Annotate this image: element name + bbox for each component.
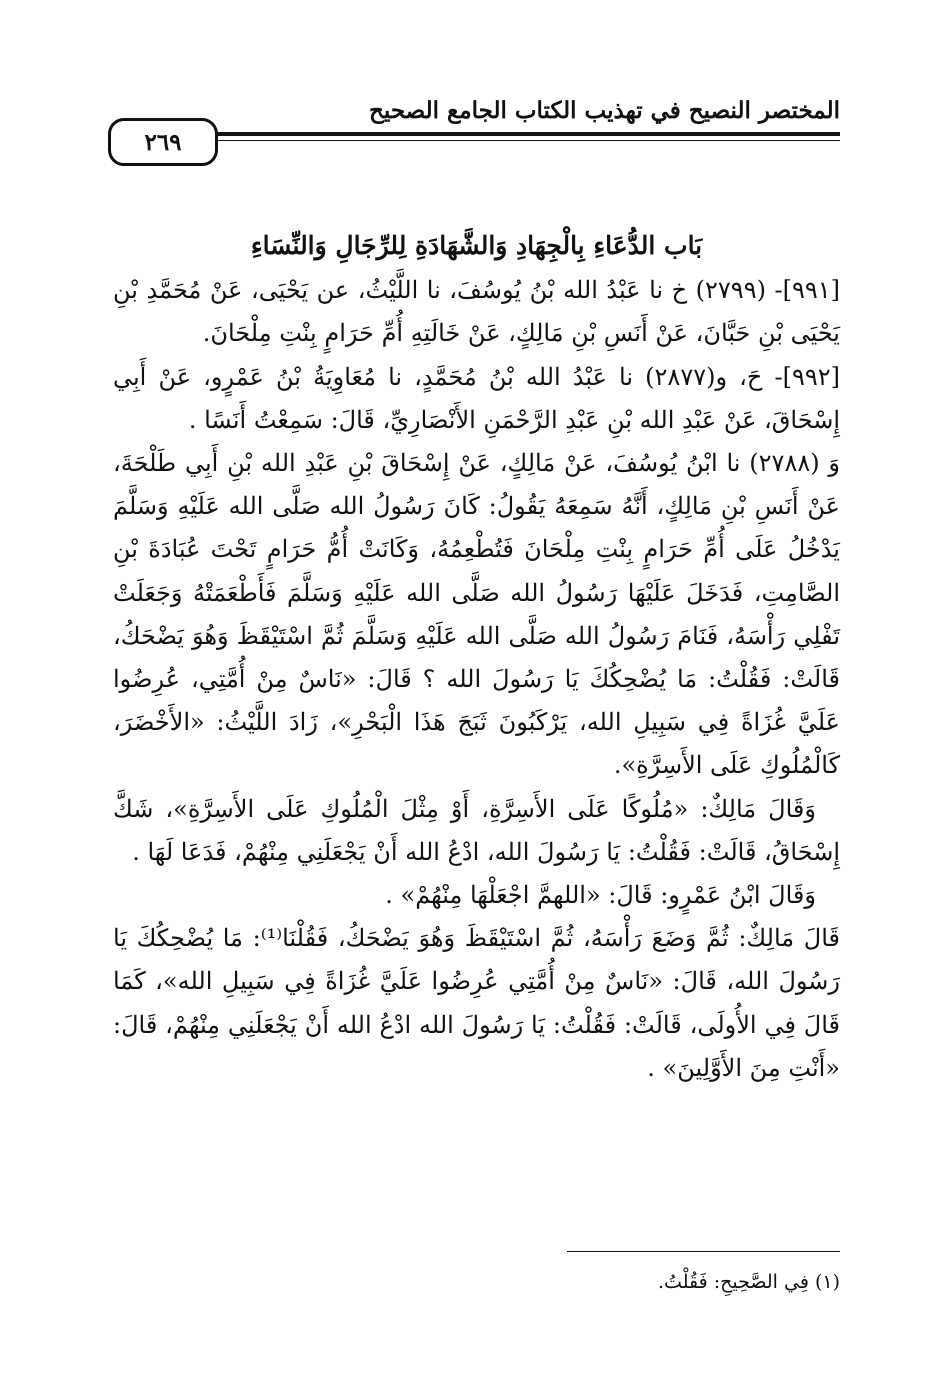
page-number-label: ٢٦٩ xyxy=(144,128,182,156)
header-rule xyxy=(204,132,840,136)
chapter-title: بَاب الدُّعَاءِ بِالْجِهَادِ وَالشَّهَادَةِ لِلرِّجَالِ وَالنِّسَاءِ xyxy=(250,231,703,260)
hadith-paragraph: وَقَالَ ابْنُ عَمْرٍو: قَالَ: «اللهمَّ اجْعَلْهَا مِنْهُمْ» . xyxy=(385,881,816,910)
hadith-paragraph: وَ (٢٧٨٨) نا ابْنُ يُوسُفَ، عَنْ مَالِكٍ، عَنْ إِسْحَاقَ بْنِ عَبْدِ الله بْنِ أَبِي طَلْحَةَ، عَنْ أَنَسِ بْنِ مَالِكٍ، أَنَّهُ سَمِعَهُ يَقُولُ: كَانَ رَسُولُ الله صَلَّى الله عَلَيْهِ وَسَلَّمَ يَدْخُلُ عَلَى أُمِّ حَرَامٍ بِنْتِ مِلْحَانَ فَتُطْعِمُهُ، وَكَانَتْ أُمُّ حَرَامٍ تَحْتَ عُبَادَةَ بْنِ الصَّامِتِ، فَدَخَلَ عَلَيْهَا رَسُولُ الله صَلَّى الله عَلَيْهِ وَسَلَّمَ فَأَطْعَمَتْهُ وَجَعَلَتْ تَفْلِي رَأْسَهُ، فَنَامَ رَسُولُ الله صَلَّى الله عَلَيْهِ وَسَلَّمَ ثُمَّ اسْتَيْقَظَ وَهُوَ يَضْحَكُ، قَالَتْ: فَقُلْتُ: مَا يُضْحِكُكَ يَا رَسُولَ الله ؟ قَالَ: «نَاسٌ مِنْ أُمَّتِي، عُرِضُوا عَلَيَّ غُزَاةً فِي سَبِيلِ الله، يَرْكَبُونَ ثَبَجَ هَذَا الْبَحْرِ»، زَادَ اللَّيْثُ: «الأَخْضَرَ، كَالْمُلُوكِ عَلَى الأَسِرَّةِ». xyxy=(113,449,840,780)
running-header-title: المختصر النصيح في تهذيب الكتاب الجامع الصحيح xyxy=(369,97,840,124)
hadith-paragraph: [٩٩٢]- حَ، و(٢٨٧٧) نا عَبْدُ الله بْنُ مُحَمَّدٍ، نا مُعَاوِيَةُ بْنُ عَمْرٍو، عَنْ أَبِي إِسْحَاقَ، عَنْ عَبْدِ الله بْنِ عَبْدِ الرَّحْمَنِ الأَنْصَارِيِّ، قَالَ: سَمِعْتُ أَنَسًا . xyxy=(113,362,841,434)
hadith-paragraph: قَالَ مَالِكٌ: ثُمَّ وَضَعَ رَأْسَهُ، ثُمَّ اسْتَيْقَظَ وَهُوَ يَضْحَكُ، فَقُلْنَا⁽¹⁾: مَا يُضْحِكُكَ يَا رَسُولَ الله، قَالَ: «نَاسٌ مِنْ أُمَّتِي عُرِضُوا عَلَيَّ غُزَاةً فِي سَبِيلِ الله»، كَمَا قَالَ فِي الأُولَى، قَالَتْ: فَقُلْتُ: يَا رَسُولَ الله ادْعُ الله أَنْ يَجْعَلَنِي مِنْهُمْ، قَالَ: «أَنْتِ مِنَ الأَوَّلِينَ» . xyxy=(113,924,840,1082)
hadith-paragraph: وَقَالَ مَالِكٌ: «مُلُوكًا عَلَى الأَسِرَّةِ، أَوْ مِثْلَ الْمُلُوكِ عَلَى الأَسِرَّةِ»، شَكَّ إِسْحَاقُ، قَالَتْ: فَقُلْتُ: يَا رَسُولَ الله، ادْعُ الله أَنْ يَجْعَلَنِي مِنْهُمْ، فَدَعَا لَهَا . xyxy=(113,794,840,866)
footnote: (١) فِي الصَّحِيحِ: فَقُلْتُ. xyxy=(658,1271,840,1293)
hadith-paragraph: [٩٩١]- (٢٧٩٩) خ نا عَبْدُ الله بْنُ يُوسُفَ، نا اللَّيْثُ، عن يَحْيَى، عَنْ مُحَمَّدِ بْنِ يَحْيَى بْنِ حَبَّانَ، عَنْ أَنَسِ بْنِ مَالِكٍ، عَنْ خَالَتِهِ أُمِّ حَرَامٍ بِنْتِ مِلْحَانَ. xyxy=(113,276,840,348)
page-body xyxy=(113,224,840,1090)
header-rule-thin xyxy=(204,140,840,141)
page-number xyxy=(108,118,218,166)
footnote-separator xyxy=(567,1251,840,1252)
